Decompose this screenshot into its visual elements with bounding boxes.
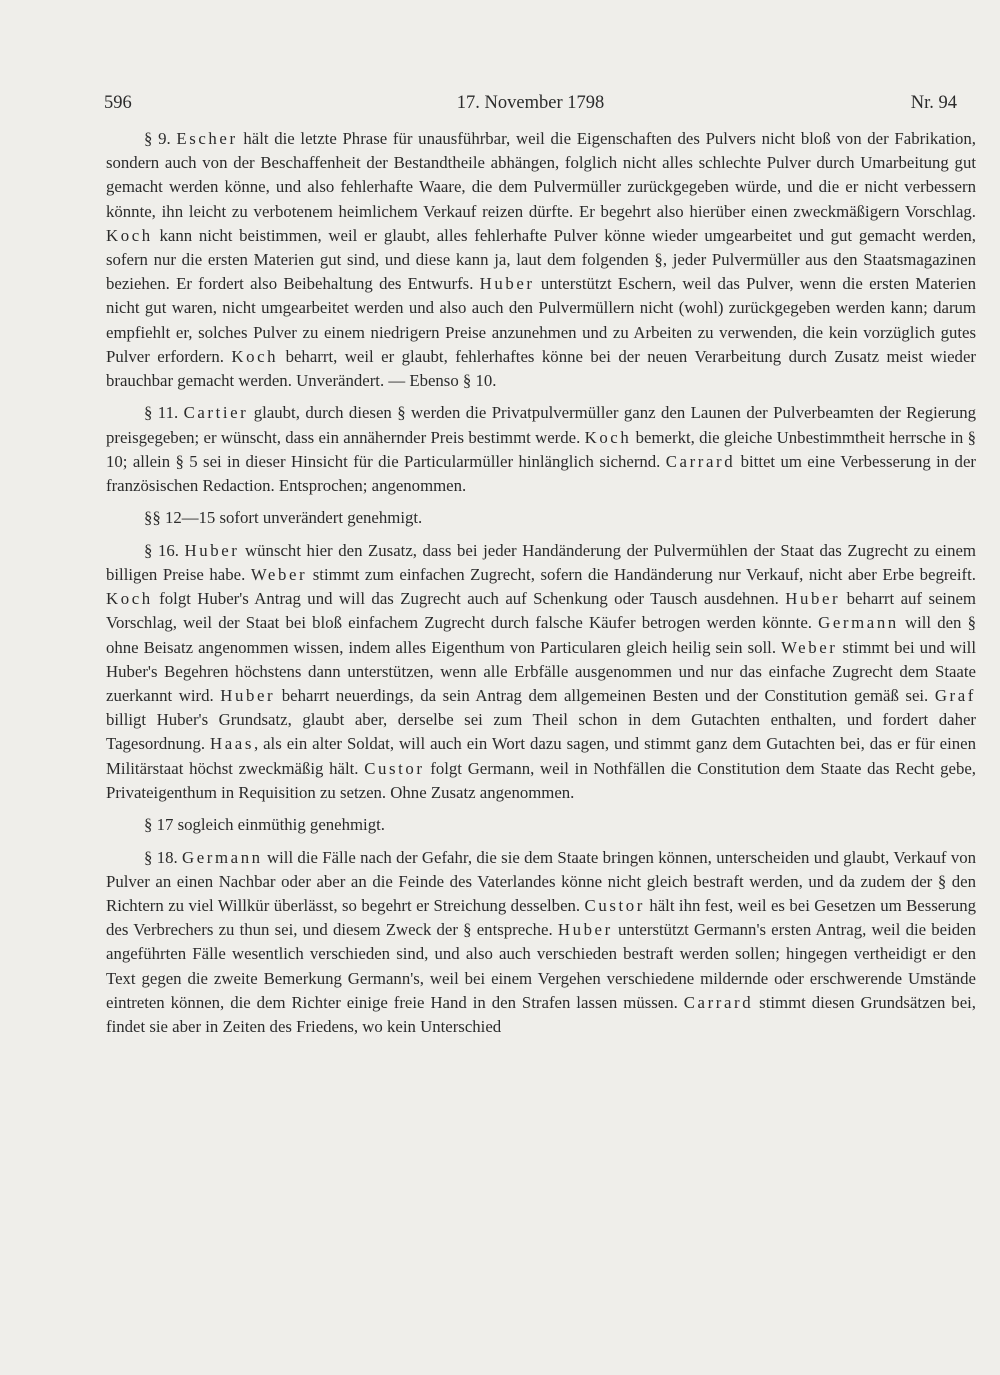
speaker-name: Huber [220,686,276,706]
text-run: kann nicht beistimmen, weil er glaubt, alles fehlerhafte Pulver könne wieder umgearbeitet und gut gemacht werden, sofern nur die ersten Materien gut sind, und diese kann ja, laut dem folgenden §, jeder Pulvermüller aus den Staatsmagazinen beziehen. Er fordert also Beibehaltung des Entwurfs. [106,225,976,294]
speaker-name: Koch [106,225,153,245]
text-run: will die Fälle nach der Gefahr, die sie dem Staate bringen können, unterscheiden und glaubt, Verkauf von Pulver an einen Nachbar oder aber an die Feinde des Vaterlandes könne nicht gleich bestraft werden, und da zudem der § den Richtern zu viel Willkür überlässt, so begehrt er Streichung desselben. [106,847,976,916]
speaker-name: Huber [479,274,535,294]
paragraph [106,401,976,498]
speaker-name: Huber [557,920,613,940]
speaker-name: Carrard [683,992,754,1012]
speaker-name: Germann [818,613,899,633]
text-run: billigt Huber's Grundsatz, glaubt aber, derselbe sei zum Theil schon in dem Gutachten enthalten, und fordert daher Tagesordnung. [106,710,976,754]
text-run: bittet um eine Verbesserung in der französischen Redaction. Entsprochen; angenommen. [106,451,976,496]
speaker-name: Germann [182,847,263,867]
document-number: Nr. 94 [910,93,957,113]
text-run: stimmt zum einfachen Zugrecht, sofern die Handänderung nur Verkauf, nicht aber Erbe begreift. [307,565,976,585]
text-run: , als ein alter Soldat, will auch ein Wort dazu sagen, und stimmt ganz dem Gutachten bei, das er für einen Militärstaat höchst zweckmäßig hält. [106,734,976,778]
text-run: beharrt, weil er glaubt, fehlerhaftes könne bei der neuen Verarbeitung durch Zusatz meist wieder brauchbar gemacht werden. Unverändert. — Ebenso § 10. [106,346,976,391]
page-number: 596 [104,93,132,113]
text-run: § 18. [144,847,183,867]
header-date: 17. November 1798 [456,93,605,113]
speaker-name: Huber [785,589,841,609]
speaker-name: Cartier [183,403,249,423]
speaker-name: Escher [176,129,238,148]
body-text [106,127,976,1047]
speaker-name: Koch [231,346,279,366]
paragraph [106,127,976,393]
paragraph [106,846,976,1040]
running-head [104,90,957,116]
speaker-name: Graf [934,686,976,706]
text-run: wünscht hier den Zusatz, dass bei jeder Handänderung der Pulvermühlen der Staat das Zugrecht zu einem billigen Preise habe. [106,540,976,585]
speaker-name: Custor [584,896,645,916]
text-run: § 9. [144,129,177,148]
text-run: stimmt bei und will Huber's Begehren höchstens dann unterstützen, wenn alle Erbfälle ausgenommen und nur das einfache Zugrecht dem Staate zuerkannt wird. [106,637,976,706]
speaker-name: Huber [184,540,240,560]
speaker-name: Koch [106,589,153,609]
text-run: folgt Huber's Antrag und will das Zugrecht auch auf Schenkung oder Tausch ausdehnen. [152,589,786,609]
speaker-name: Weber [250,565,308,585]
text-run: folgt Germann, weil in Nothfällen die Constitution dem Staate das Recht gebe, Privateigenthum in Requisition zu setzen. Ohne Zusatz angenommen. [106,758,976,802]
text-run: § 17 sogleich einmüthig genehmigt. [144,815,385,835]
text-run: hält ihn fest, weil es bei Gesetzen um Besserung des Verbrechers zu thun sei, und diesem Zweck der § entspreche. [106,896,976,940]
text-run: glaubt, durch diesen § werden die Privatpulvermüller ganz den Launen der Pulverbeamten der Regierung preisgegeben; er wünscht, dass ein annähernder Preis bestimmt werde. [106,403,976,447]
text-run: stimmt diesen Grundsätzen bei, findet sie aber in Zeiten des Friedens, wo kein Unterschied [106,992,976,1037]
speaker-name: Custor [364,758,425,778]
text-run: §§ 12—15 sofort unverändert genehmigt. [144,508,423,528]
speaker-name: Weber [781,637,838,657]
text-run: § 11. [144,403,184,423]
text-run: hält die letzte Phrase für unausführbar, weil die Eigenschaften des Pulvers nicht bloß von der Fabrikation, sondern auch von der Beschaffenheit der Bestandtheile abhängen, folglich nicht alles schlechte Pulver durch Umarbeitung gut gemacht werden könne, und also fehlerhafte Waare, die dem Pulvermüller zurückgegeben würde, und die er nicht verbessern könnte, ihn leicht zu verbotenem heimlichem Verkauf reizen dürfte. Er begehrt also hierüber einen zweckmäßigern Vorschlag. [106,129,976,221]
speaker-name: Koch [584,427,632,447]
paragraph [106,539,976,805]
text-run: beharrt auf seinem Vorschlag, weil der Staat bei bloß einfachem Zugrecht durch falsche Käufer betrogen werden könnte. [106,589,976,633]
text-run: beharrt neuerdings, da sein Antrag dem allgemeinen Besten und der Constitution gemäß sei. [275,686,935,706]
paragraph [106,813,976,837]
text-run: will den § ohne Beisatz angenommen wissen, indem alles Eigenthum von Particularen gleich heilig sein soll. [106,613,976,657]
text-run: unterstützt Eschern, weil das Pulver, wenn die ersten Materien nicht gut waren, nicht umgearbeitet werden und also auch den Pulvermüllern nicht (wohl) zurückgegeben werden kann; darum empfiehlt er, solches Pulver zu einem niedrigern Preise anzunehmen und zu Arbeiten zu verwenden, die kein vorzüglich gutes Pulver erfordern. [106,274,976,366]
text-run: unterstützt Germann's ersten Antrag, weil die beiden angeführten Fälle wesentlich verschieden sind, und also auch verschieden bestraft werden sollen; hingegen vertheidigt er den Text gegen die zweite Bemerkung Germann's, weil bei einem Vergehen verschiedene mildernde oder erschwerende Umstände eintreten können, die dem Richter einige freie Hand in den Strafen lassen müssen. [106,920,976,1012]
paragraph [106,506,976,530]
text-run: bemerkt, die gleiche Unbestimmtheit herrsche in § 10; allein § 5 sei in dieser Hinsicht für die Particularmüller hinlänglich sichernd. [106,427,976,471]
speaker-name: Carrard [665,451,736,471]
speaker-name: Haas [210,734,254,754]
text-run: § 16. [144,540,185,560]
